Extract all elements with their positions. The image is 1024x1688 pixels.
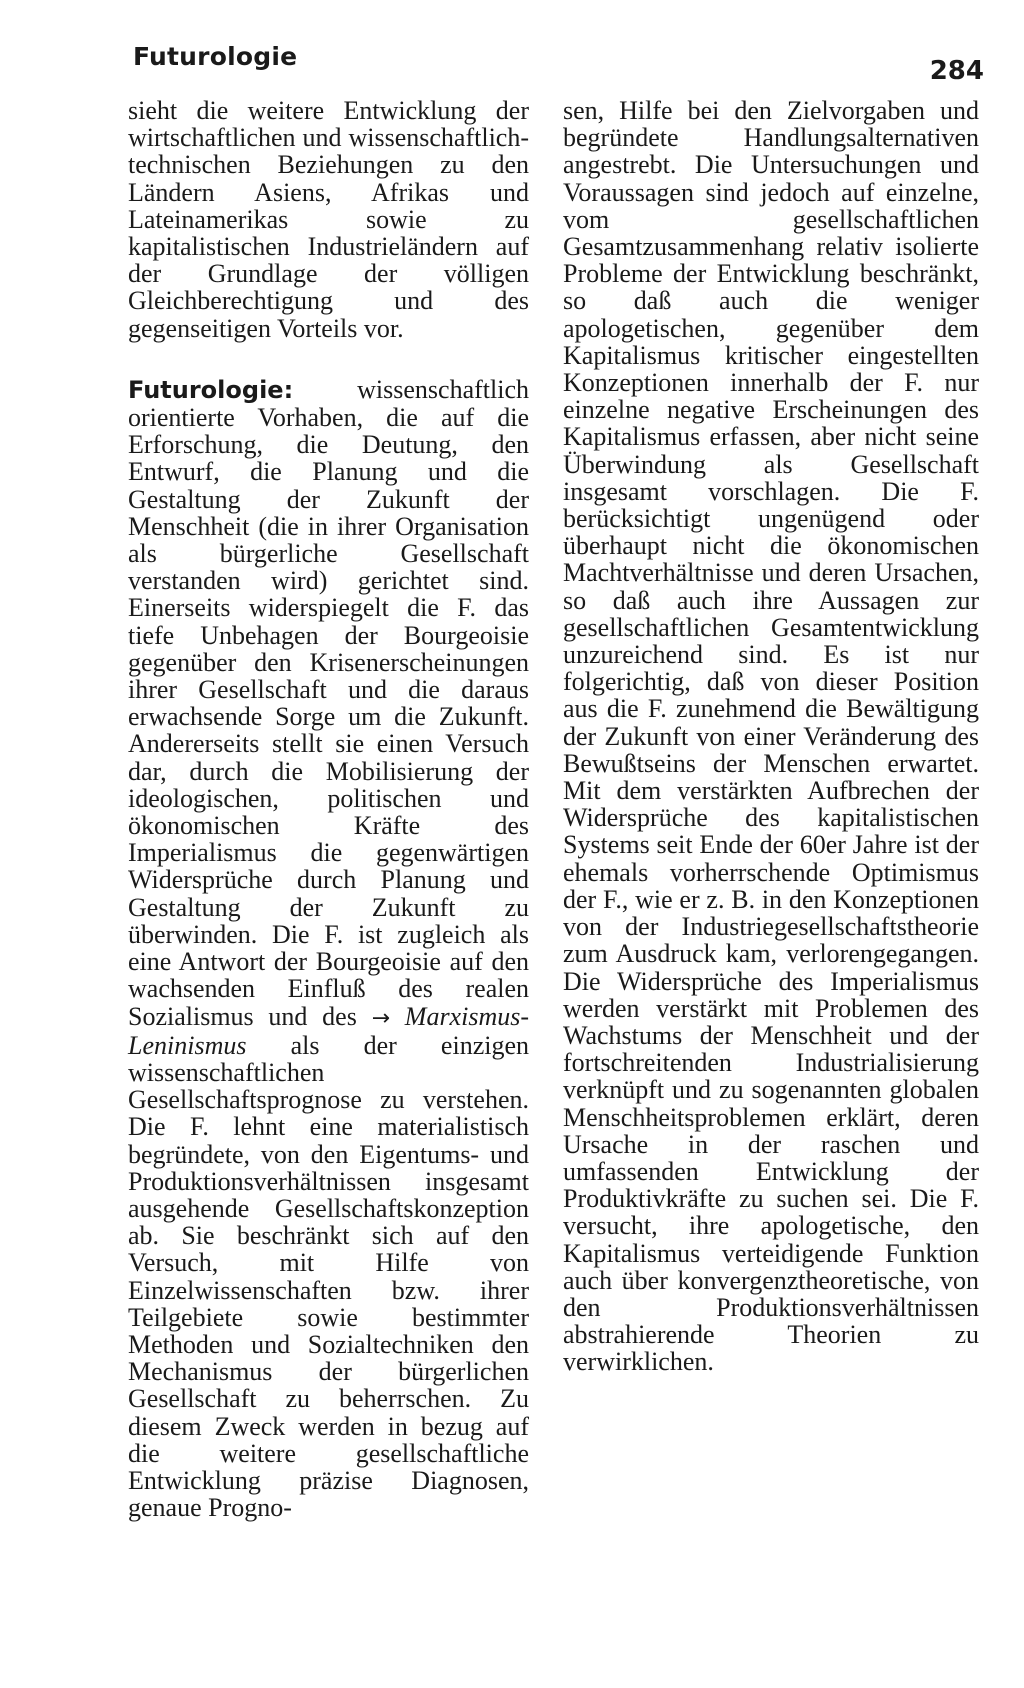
- entry-text-part1: wissenschaftlich orientierte Vorhaben, die auf die Erforschung, die Deutung, den Entwurf, die Planung und die Gestaltung der Zukunft der Menschheit (die in ihrer Organisation als bürgerliche Gesellschaft verstanden wird) gerichtet sind. Einerseits widerspiegelt die F. das tiefe Unbehagen der Bourgeoisie gegenüber den Krisenerscheinungen ihrer Gesellschaft und die daraus erwachsende Sorge um die Zukunft. Andererseits stellt sie einen Versuch dar, durch die Mobilisierung der ideologischen, politischen und ökonomischen Kräfte des Imperialismus die gegenwärtigen Widersprüche durch Planung und Gestaltung der Zukunft zu überwinden. Die F. ist zugleich als eine Antwort der Bourgeoisie auf den wachsenden Einfluß des realen Sozialismus und des: [128, 374, 529, 1031]
- continuation-paragraph: sieht die weitere Entwicklung der wirtschaftlichen und wissenschaftlich-technischen Beziehungen zu den Ländern Asiens, Afrikas und Lateinamerikas sowie zu kapitalistischen Industrieländern auf der Grundlage der völligen Gleichberechtigung und des gegenseitigen Vorteils vor.: [128, 96, 529, 343]
- cross-reference-link[interactable]: Marxismus-Leninismus: [128, 1001, 529, 1060]
- left-column: [128, 97, 529, 1521]
- dictionary-entry: [128, 376, 529, 1522]
- entry-text-part2: als der einzigen wissenschaftlichen Gesellschaftsprognose zu verstehen. Die F. lehnt eine materialistisch begründete, von den Eigentums- und Produktionsverhältnissen insgesamt ausgehende Gesellschaftskonzeption ab. Sie beschränkt sich auf den Versuch, mit Hilfe von Einzelwissenschaften bzw. ihrer Teilgebiete sowie bestimmter Methoden und Sozialtechniken den Mechanismus der bürgerlichen Gesellschaft zu beherrschen. Zu diesem Zweck werden in bezug auf die weitere gesellschaftliche Entwicklung präzise Diagnosen, genaue Progno-: [128, 1030, 529, 1523]
- entry-headword: Futurologie:: [128, 375, 294, 404]
- right-column-paragraph: sen, Hilfe bei den Zielvorgaben und begründete Handlungsalternativen angestrebt. Die Untersuchungen und Voraussagen sind jedoch auf einzelne, vom gesellschaftlichen Gesamtzusammenhang relativ isolierte Probleme der Entwicklung beschränkt, so daß auch die weniger apologetischen, gegenüber dem Kapitalismus kritischer eingestellten Konzeptionen innerhalb der F. nur einzelne negative Erscheinungen des Kapitalismus erfassen, aber nicht seine Überwindung als Gesellschaft insgesamt vorschlagen. Die F. berücksichtigt ungenügend oder überhaupt nicht die ökonomischen Machtverhältnisse und deren Ursachen, so daß auch ihre Aussagen zur gesellschaftlichen Gesamtentwicklung unzureichend sind. Es ist nur folgerichtig, daß von dieser Position aus die F. zunehmend die Bewältigung der Zukunft von einer Veränderung des Bewußtseins der Menschen erwartet. Mit dem verstärkten Aufbrechen der Widersprüche des kapitalistischen Systems seit Ende der 60er Jahre ist der ehemals vorherrschende Optimismus der F., wie er z. B. in den Konzeptionen von der Industriegesellschaftstheorie zum Ausdruck kam, verlorengegangen. Die Widersprüche des Imperialismus werden verstärkt mit Problemen des Wachstums der Menschheit und der fortschreitenden Industrialisierung verknüpft und zu sogenannten globalen Menschheitsproblemen erklärt, deren Ursache in der raschen und umfassenden Entwicklung der Produktivkräfte zu suchen sei. Die F. versucht, ihre apologetische, den Kapitalismus verteidigende Funktion auch über konvergenztheoretische, von den Produktionsverhältnissen abstrahierende Theorien zu verwirklichen.: [563, 96, 979, 1377]
- running-head: Futurologie: [133, 42, 298, 71]
- cross-reference-arrow-icon: →: [371, 1005, 391, 1031]
- right-column: [563, 97, 979, 1376]
- page-number: 284: [929, 56, 984, 86]
